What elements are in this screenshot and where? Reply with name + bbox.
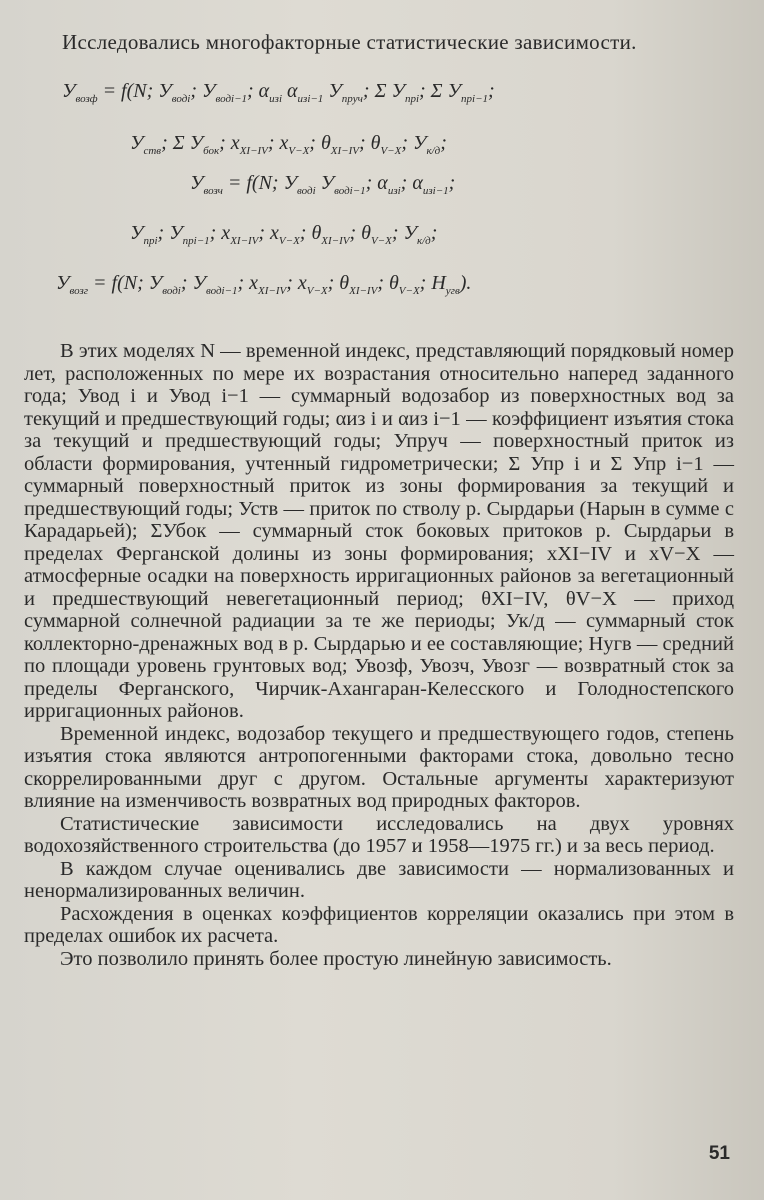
paragraph-conclusion: Это позволило принять более простую линейную зависимость. [60, 947, 612, 970]
formula-line-2: $У_{ств}$; Σ $У_{бок}$; $x_{XI-IV}$; $x_{V-X}$; $\theta_{XI-IV}$; $\theta_{V-X}$; $У_{к/д}$; [130, 132, 447, 157]
paragraph-levels: Статистические зависимости исследовались на двух уровнях водохозяйственного строительства (до 1957 и 1958—1975 гг.) и за весь период. [24, 812, 734, 857]
intro-line: Исследовались многофакторные статистические зависимости. [62, 30, 637, 54]
formula-line-3: $У_{возч} = f(N$; $У_{водi}$ $У_{водi-1}$; $\alpha_{изi}$; $\alpha_{изi-1}$; [190, 172, 456, 197]
formula-line-5: $У_{возг} = f(N$; $У_{водi}$; $У_{водi-1}$; $x_{XI-IV}$; $x_{V-X}$; $\theta_{XI-IV}$; $\theta_{V-X}$; $H_{угв}$). [56, 272, 472, 297]
paragraph-definitions: В этих моделях N — временной индекс, представляющий порядковый номер лет, расположенных по мере их возрастания относительно наперед заданного года; Увод i и Увод i−1 — суммарный водозабор из поверхностных вод за текущий и предшествующий годы; αиз i и αиз i−1 — коэффициент изъятия стока за текущий и предшествующий годы; Упруч — поверхностный приток из области формирования, учтенный гидрометрически; Σ Упр i и Σ Упр i−1 — суммарный поверхностный приток из зоны формирования за текущий и предшествующий годы; Уств — приток по стволу р. Сырдарьи (Нарын в сумме с Карадарьей); ΣУбок — суммарный сток боковых притоков р. Сырдарьи в пределах Ферганской долины из зоны формирования; xXI−IV и xV−X — атмосферные осадки на поверхность ирригационных районов за вегетационный и предшествующий невегетационный период; θXI−IV, θV−X — приход суммарной солнечной радиации за те же периоды; Ук/д — суммарный сток коллекторно-дренажных вод в р. Сырдарью и ее составляющие; Hугв — средний по площади уровень грунтовых вод; Увозф, Увозч, Увозг — возвратный сток за пределы Ферганского, Чирчик-Ахангаран-Келесского и Голодностепского ирригационных районов. [24, 340, 734, 722]
formula-line-4: $У_{прi}$; $У_{прi-1}$; $x_{XI-IV}$; $x_{V-X}$; $\theta_{XI-IV}$; $\theta_{V-X}$; $У_{к/д}$; [130, 222, 438, 247]
formula-line-1: $У_{возф} = f(N$; $У_{водi}$; $У_{водi-1}$; $\alpha_{изi}$ $\alpha_{изi-1}$ $У_{прyч}$; Σ $У_{прi}$; Σ $У_{прi-1}$; [62, 80, 495, 105]
body-text [24, 340, 734, 970]
paragraph-estimates: В каждом случае оценивались две зависимости — нормализованных и ненормализированных величин. [24, 857, 734, 902]
paragraph-factors: Временной индекс, водозабор текущего и предшествующего годов, степень изъятия стока являются антропогенными факторами стока, довольно тесно скоррелированными друг с другом. Остальные аргументы характеризуют влияние на изменчивость возвратных вод природных факторов. [24, 722, 734, 812]
page-number: 51 [708, 1143, 730, 1164]
paragraph-discrepancies: Расхождения в оценках коэффициентов корреляции оказались при этом в пределах ошибок их расчета. [24, 902, 734, 947]
